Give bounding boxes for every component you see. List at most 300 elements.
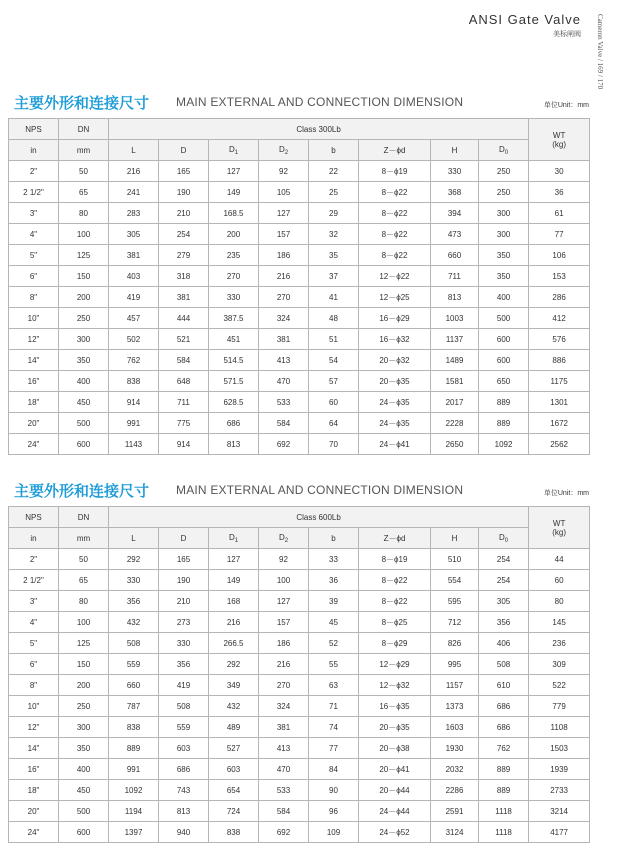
cell-h: 660 [431,245,479,266]
cell-d: 210 [159,203,209,224]
cell-z-phi-d: 12－ϕ29 [359,654,431,675]
cell-d: 743 [159,780,209,801]
cell-d: 521 [159,329,209,350]
cell-d: 381 [159,287,209,308]
cell-wt: 77 [529,224,590,245]
cell-nps: 3" [9,591,59,612]
cell-d0: 889 [479,392,529,413]
table-row [9,287,590,308]
cell-z-phi-d: 24－ϕ35 [359,413,431,434]
cell-d1: 571.5 [209,371,259,392]
cell-z-phi-d: 8－ϕ22 [359,570,431,591]
table-body [9,549,590,843]
cell-d: 210 [159,591,209,612]
table-row [9,266,590,287]
cell-nps: 12" [9,329,59,350]
cell-d: 711 [159,392,209,413]
cell-d1: 514.5 [209,350,259,371]
cell-dn: 250 [59,696,109,717]
cell-b: 22 [309,161,359,182]
cell-h: 1489 [431,350,479,371]
table-row [9,654,590,675]
cell-dn: 65 [59,570,109,591]
cell-d: 356 [159,654,209,675]
cell-wt: 1503 [529,738,590,759]
cell-dn: 350 [59,738,109,759]
cell-d: 318 [159,266,209,287]
cell-l: 283 [109,203,159,224]
cell-z-phi-d: 12－ϕ32 [359,675,431,696]
cell-wt: 2562 [529,434,590,455]
header-dn: DN [59,119,109,140]
cell-z-phi-d: 8－ϕ22 [359,245,431,266]
cell-h: 368 [431,182,479,203]
cell-b: 96 [309,801,359,822]
section-600lb [8,480,589,843]
cell-d0: 600 [479,329,529,350]
cell-wt: 309 [529,654,590,675]
cell-d1: 432 [209,696,259,717]
header-d1 [209,528,259,549]
cell-b: 29 [309,203,359,224]
cell-l: 403 [109,266,159,287]
document-subtitle: 美标闸阀 [553,31,581,38]
cell-h: 2228 [431,413,479,434]
cell-b: 32 [309,224,359,245]
cell-z-phi-d: 12－ϕ25 [359,287,431,308]
cell-d: 254 [159,224,209,245]
cell-d1: 266.5 [209,633,259,654]
cell-d0: 400 [479,287,529,308]
cell-d: 584 [159,350,209,371]
table-row [9,570,590,591]
header-d0 [479,140,529,161]
document-title: ANSI Gate Valve [468,12,581,27]
cell-nps: 14" [9,350,59,371]
cell-z-phi-d: 8－ϕ22 [359,182,431,203]
cell-d0: 686 [479,717,529,738]
cell-b: 55 [309,654,359,675]
cell-d0: 600 [479,350,529,371]
cell-wt: 286 [529,287,590,308]
cell-d: 165 [159,161,209,182]
cell-h: 2286 [431,780,479,801]
cell-z-phi-d: 8－ϕ22 [359,591,431,612]
table-row [9,780,590,801]
cell-nps: 8" [9,287,59,308]
cell-wt: 1939 [529,759,590,780]
section-title-cn: 主要外形和连接尺寸 [14,95,150,112]
table-row [9,371,590,392]
cell-dn: 100 [59,612,109,633]
cell-d2: 270 [259,287,309,308]
cell-d1: 127 [209,549,259,570]
side-caption: Cameron Valve / 169 / 170 [596,14,604,90]
cell-dn: 300 [59,329,109,350]
cell-d2: 186 [259,245,309,266]
cell-nps: 2 1/2" [9,570,59,591]
cell-d0: 610 [479,675,529,696]
cell-h: 1137 [431,329,479,350]
cell-b: 109 [309,822,359,843]
cell-d: 686 [159,759,209,780]
cell-d2: 216 [259,266,309,287]
cell-z-phi-d: 8－ϕ25 [359,612,431,633]
cell-d1: 813 [209,434,259,455]
cell-z-phi-d: 16－ϕ29 [359,308,431,329]
header-l: L [109,528,159,549]
cell-d1: 654 [209,780,259,801]
table-row [9,308,590,329]
cell-nps: 24" [9,434,59,455]
cell-l: 508 [109,633,159,654]
table-row [9,161,590,182]
cell-wt: 153 [529,266,590,287]
unit-label: 单位Unit：mm [543,102,589,109]
cell-d0: 500 [479,308,529,329]
header-d0-sub: 0 [504,149,509,156]
cell-h: 995 [431,654,479,675]
cell-b: 71 [309,696,359,717]
cell-z-phi-d: 24－ϕ52 [359,822,431,843]
cell-l: 762 [109,350,159,371]
cell-h: 712 [431,612,479,633]
cell-nps: 20" [9,801,59,822]
cell-b: 36 [309,570,359,591]
cell-wt: 412 [529,308,590,329]
cell-z-phi-d: 8－ϕ19 [359,161,431,182]
header-wt-unit: (kg) [552,527,566,537]
cell-l: 660 [109,675,159,696]
cell-b: 41 [309,287,359,308]
header-z-phi-d: Z－ϕd [359,528,431,549]
cell-d0: 350 [479,266,529,287]
cell-nps: 16" [9,759,59,780]
cell-d1: 292 [209,654,259,675]
cell-b: 77 [309,738,359,759]
cell-wt: 145 [529,612,590,633]
cell-wt: 4177 [529,822,590,843]
header-d2-sub: 2 [284,537,289,544]
cell-b: 37 [309,266,359,287]
cell-dn: 300 [59,717,109,738]
cell-wt: 1175 [529,371,590,392]
cell-d2: 157 [259,224,309,245]
cell-h: 2650 [431,434,479,455]
cell-nps: 4" [9,612,59,633]
header-b: b [309,140,359,161]
unit-label: 单位Unit：mm [543,490,589,497]
cell-dn: 350 [59,350,109,371]
cell-d1: 686 [209,413,259,434]
cell-wt: 1108 [529,717,590,738]
cell-dn: 125 [59,245,109,266]
header-nps: NPS [9,507,59,528]
cell-dn: 600 [59,822,109,843]
cell-d0: 406 [479,633,529,654]
section-header [8,480,589,506]
cell-dn: 450 [59,392,109,413]
table-row [9,434,590,455]
cell-h: 510 [431,549,479,570]
cell-d: 165 [159,549,209,570]
cell-h: 1603 [431,717,479,738]
dimension-table-600lb [8,506,590,843]
cell-b: 51 [309,329,359,350]
header-d0-sub: 0 [504,537,509,544]
cell-nps: 2" [9,549,59,570]
cell-dn: 600 [59,434,109,455]
cell-d1: 628.5 [209,392,259,413]
cell-nps: 10" [9,308,59,329]
header-wt [529,507,590,549]
header-dn: DN [59,507,109,528]
cell-l: 381 [109,245,159,266]
cell-l: 559 [109,654,159,675]
header-l: L [109,140,159,161]
cell-z-phi-d: 8－ϕ22 [359,203,431,224]
cell-d0: 356 [479,612,529,633]
cell-l: 457 [109,308,159,329]
cell-b: 90 [309,780,359,801]
header-d1 [209,140,259,161]
cell-h: 473 [431,224,479,245]
section-header [8,92,589,118]
header-d1-sub: 1 [234,149,239,156]
cell-z-phi-d: 20－ϕ35 [359,717,431,738]
cell-d2: 470 [259,759,309,780]
cell-wt: 2733 [529,780,590,801]
cell-d0: 686 [479,696,529,717]
cell-wt: 30 [529,161,590,182]
cell-b: 70 [309,434,359,455]
cell-b: 63 [309,675,359,696]
cell-nps: 16" [9,371,59,392]
table-row [9,203,590,224]
cell-l: 889 [109,738,159,759]
cell-l: 1397 [109,822,159,843]
cell-d2: 92 [259,549,309,570]
table-row [9,612,590,633]
header-d2-main: D [278,532,285,542]
cell-wt: 576 [529,329,590,350]
cell-d: 603 [159,738,209,759]
header-d: D [159,528,209,549]
cell-d: 559 [159,717,209,738]
cell-d: 273 [159,612,209,633]
cell-d1: 330 [209,287,259,308]
header-d0-main: D [498,532,505,542]
cell-d: 648 [159,371,209,392]
cell-d1: 838 [209,822,259,843]
cell-dn: 50 [59,549,109,570]
cell-nps: 8" [9,675,59,696]
cell-z-phi-d: 24－ϕ41 [359,434,431,455]
table-row [9,717,590,738]
cell-l: 991 [109,413,159,434]
header-b: b [309,528,359,549]
cell-d: 775 [159,413,209,434]
table-row [9,413,590,434]
table-row [9,224,590,245]
cell-dn: 100 [59,224,109,245]
cell-dn: 500 [59,413,109,434]
page-header [469,12,581,39]
header-h: H [431,528,479,549]
cell-nps: 6" [9,266,59,287]
cell-nps: 10" [9,696,59,717]
cell-d2: 127 [259,591,309,612]
cell-l: 991 [109,759,159,780]
table-row [9,759,590,780]
cell-h: 595 [431,591,479,612]
cell-d0: 254 [479,570,529,591]
cell-h: 2032 [431,759,479,780]
header-z-phi-d: Z－ϕd [359,140,431,161]
cell-z-phi-d: 20－ϕ35 [359,371,431,392]
header-in: in [9,528,59,549]
cell-d: 813 [159,801,209,822]
cell-d2: 324 [259,308,309,329]
cell-nps: 3" [9,203,59,224]
cell-dn: 50 [59,161,109,182]
cell-nps: 5" [9,245,59,266]
cell-d1: 387.5 [209,308,259,329]
cell-dn: 400 [59,759,109,780]
cell-d: 190 [159,570,209,591]
table-row [9,245,590,266]
cell-d0: 254 [479,549,529,570]
cell-wt: 1301 [529,392,590,413]
cell-l: 787 [109,696,159,717]
cell-b: 48 [309,308,359,329]
cell-wt: 80 [529,591,590,612]
cell-b: 60 [309,392,359,413]
cell-d1: 724 [209,801,259,822]
cell-dn: 125 [59,633,109,654]
cell-dn: 80 [59,203,109,224]
cell-b: 25 [309,182,359,203]
cell-l: 356 [109,591,159,612]
header-in: in [9,140,59,161]
cell-b: 84 [309,759,359,780]
cell-dn: 200 [59,675,109,696]
cell-d: 279 [159,245,209,266]
cell-d1: 127 [209,161,259,182]
cell-h: 813 [431,287,479,308]
cell-z-phi-d: 8－ϕ22 [359,224,431,245]
cell-b: 74 [309,717,359,738]
cell-l: 305 [109,224,159,245]
cell-d2: 105 [259,182,309,203]
cell-d1: 168.5 [209,203,259,224]
cell-wt: 886 [529,350,590,371]
cell-d2: 533 [259,780,309,801]
cell-d1: 489 [209,717,259,738]
cell-wt: 61 [529,203,590,224]
cell-dn: 500 [59,801,109,822]
cell-d0: 889 [479,759,529,780]
cell-d0: 650 [479,371,529,392]
cell-dn: 250 [59,308,109,329]
cell-d2: 470 [259,371,309,392]
cell-d1: 603 [209,759,259,780]
cell-d0: 1118 [479,801,529,822]
cell-l: 838 [109,371,159,392]
cell-d2: 381 [259,717,309,738]
cell-d1: 200 [209,224,259,245]
cell-l: 330 [109,570,159,591]
cell-z-phi-d: 20－ϕ32 [359,350,431,371]
cell-b: 33 [309,549,359,570]
section-title-en: MAIN EXTERNAL AND CONNECTION DIMENSION [176,95,464,109]
cell-z-phi-d: 24－ϕ35 [359,392,431,413]
cell-d2: 92 [259,161,309,182]
cell-l: 1143 [109,434,159,455]
cell-d0: 1118 [479,822,529,843]
cell-nps: 6" [9,654,59,675]
cell-b: 64 [309,413,359,434]
header-wt-unit: (kg) [552,139,566,149]
cell-d2: 584 [259,413,309,434]
header-wt [529,119,590,161]
cell-d0: 250 [479,161,529,182]
section-300lb [8,92,589,455]
cell-nps: 18" [9,780,59,801]
cell-d2: 413 [259,350,309,371]
cell-b: 39 [309,591,359,612]
cell-l: 432 [109,612,159,633]
table-row [9,329,590,350]
cell-d0: 305 [479,591,529,612]
cell-d0: 762 [479,738,529,759]
cell-z-phi-d: 24－ϕ44 [359,801,431,822]
cell-d2: 270 [259,675,309,696]
section-title-cn: 主要外形和连接尺寸 [14,483,150,500]
header-d1-main: D [228,144,235,154]
cell-wt: 106 [529,245,590,266]
cell-nps: 12" [9,717,59,738]
cell-wt: 3214 [529,801,590,822]
cell-h: 826 [431,633,479,654]
cell-d0: 1092 [479,434,529,455]
cell-nps: 18" [9,392,59,413]
table-row [9,696,590,717]
cell-wt: 60 [529,570,590,591]
cell-z-phi-d: 20－ϕ38 [359,738,431,759]
cell-d2: 100 [259,570,309,591]
cell-wt: 522 [529,675,590,696]
cell-dn: 400 [59,371,109,392]
table-row [9,182,590,203]
cell-dn: 80 [59,591,109,612]
cell-d2: 186 [259,633,309,654]
cell-l: 914 [109,392,159,413]
cell-z-phi-d: 8－ϕ19 [359,549,431,570]
header-d0-main: D [498,144,505,154]
header-h: H [431,140,479,161]
table-row [9,675,590,696]
table-row [9,549,590,570]
header-class: Class 300Lb [109,119,529,140]
table-row [9,350,590,371]
dimension-table-300lb [8,118,590,455]
cell-d0: 350 [479,245,529,266]
section-title-en: MAIN EXTERNAL AND CONNECTION DIMENSION [176,483,464,497]
cell-z-phi-d: 16－ϕ32 [359,329,431,350]
cell-b: 45 [309,612,359,633]
cell-h: 1003 [431,308,479,329]
